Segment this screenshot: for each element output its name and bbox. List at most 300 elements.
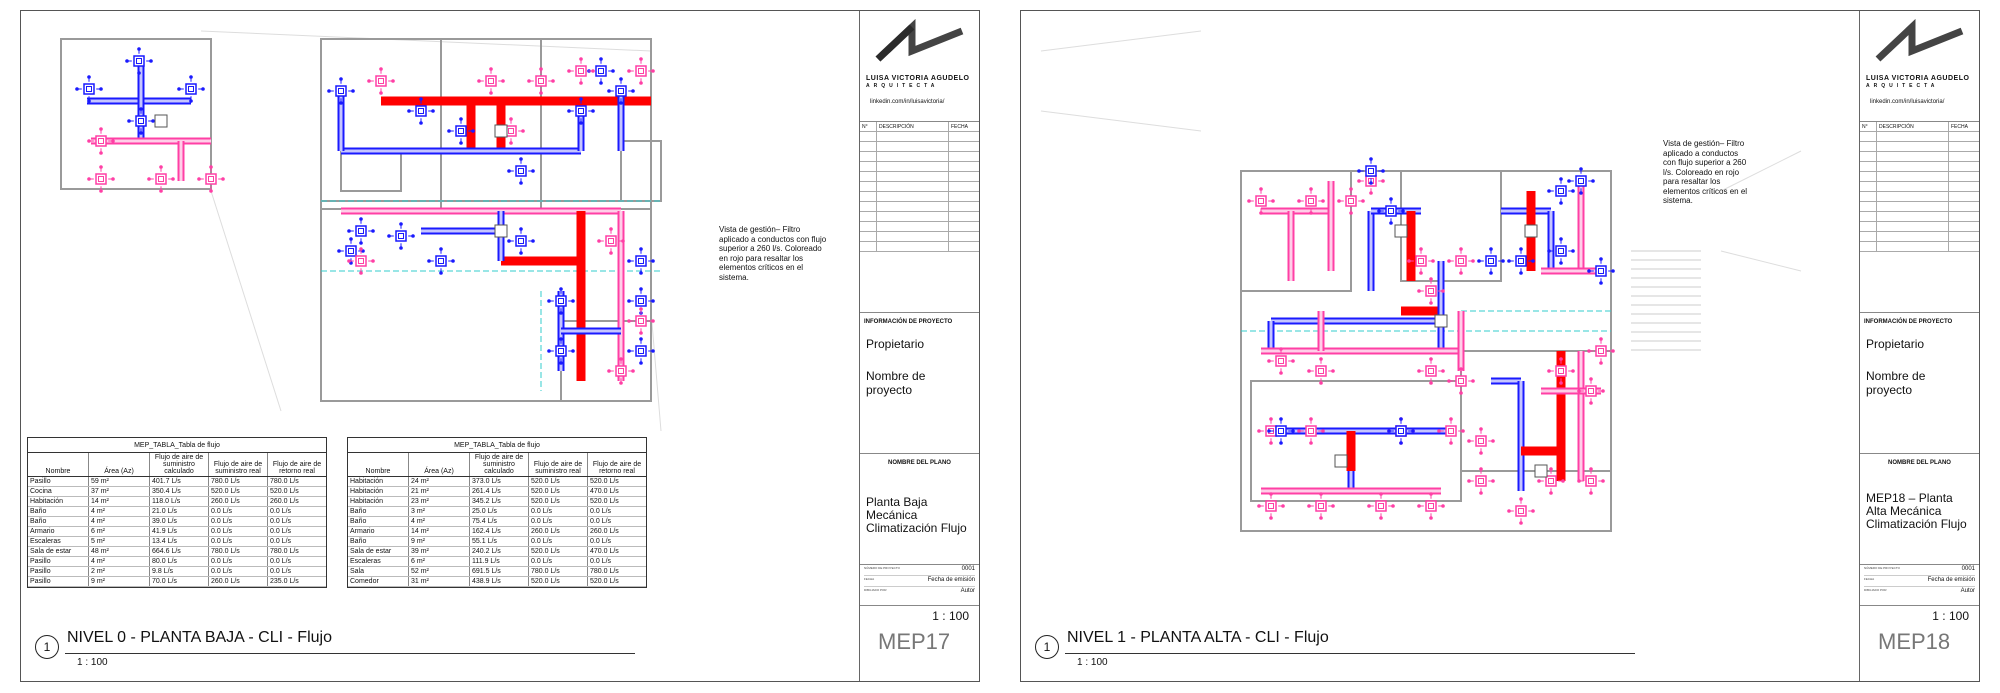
airflow-arrowhead <box>189 75 193 79</box>
table-cell: 0.0 L/s <box>588 517 647 527</box>
title-block <box>1859 11 1979 681</box>
airflow-arrowhead <box>419 121 423 125</box>
airflow-arrowhead <box>1479 427 1483 431</box>
diffuser <box>1556 186 1566 196</box>
table-cell: 520.0 L/s <box>529 547 588 557</box>
airflow-arrowhead <box>1269 492 1273 496</box>
table-cell: 780.0 L/s <box>529 567 588 577</box>
air-handling-unit <box>155 115 167 127</box>
table-cell: 80.0 L/s <box>150 557 209 567</box>
airflow-arrowhead <box>507 169 511 173</box>
table-cell: 520.0 L/s <box>529 497 588 507</box>
airflow-arrowhead <box>1459 391 1463 395</box>
airflow-arrowhead <box>1389 221 1393 225</box>
airflow-arrowhead <box>125 59 129 63</box>
airflow-arrowhead <box>139 131 143 135</box>
airflow-arrowhead <box>427 259 431 263</box>
airflow-arrowhead <box>1309 441 1313 445</box>
airflow-arrowhead <box>1507 509 1511 513</box>
sheet-number-box <box>1860 611 1979 681</box>
col-name: Nombre <box>28 453 89 477</box>
airflow-arrowhead <box>1579 191 1583 195</box>
airflow-arrowhead <box>1559 261 1563 265</box>
issue-date: Fecha de emisión <box>1927 577 1975 583</box>
airflow-arrowhead <box>1611 269 1615 273</box>
airflow-arrowhead <box>1587 349 1591 353</box>
airflow-arrowhead <box>1437 429 1441 433</box>
table-cell: 9.8 L/s <box>150 567 209 577</box>
airflow-arrowhead <box>471 129 475 133</box>
airflow-arrowhead <box>627 259 631 263</box>
airflow-arrowhead <box>149 59 153 63</box>
airflow-arrowhead <box>1349 211 1353 215</box>
airflow-arrowhead <box>1297 429 1301 433</box>
table-cell: 0.0 L/s <box>529 517 588 527</box>
airflow-arrowhead <box>1247 199 1251 203</box>
airflow-arrowhead <box>1479 451 1483 455</box>
airflow-arrowhead <box>1279 347 1283 351</box>
table-row <box>28 527 326 537</box>
table-cell: 3 m² <box>409 507 470 517</box>
airflow-arrowhead <box>619 357 623 361</box>
diffuser <box>136 116 146 126</box>
airflow-arrowhead <box>591 109 595 113</box>
table-row <box>28 577 326 587</box>
table-cell: 780.0 L/s <box>209 477 268 487</box>
table-cell: Escaleras <box>28 537 89 547</box>
airflow-arrowhead <box>87 75 91 79</box>
table-cell: Baño <box>348 517 409 527</box>
diffuser <box>1316 501 1326 511</box>
airflow-arrowhead <box>1531 509 1535 513</box>
airflow-arrowhead <box>339 101 343 105</box>
airflow-arrowhead <box>1589 377 1593 381</box>
plan-title: MEP18 – Planta Alta Mecánica Climatización Flujo <box>1866 491 1967 531</box>
diffuser <box>1426 501 1436 511</box>
table-cell: 401.7 L/s <box>150 477 209 487</box>
table-cell: 0.0 L/s <box>268 537 327 547</box>
table-cell: 260.0 L/s <box>209 497 268 507</box>
diffuser <box>1396 426 1406 436</box>
airflow-arrowhead <box>407 109 411 113</box>
airflow-arrowhead <box>371 259 375 263</box>
diffuser <box>1486 256 1496 266</box>
airflow-arrowhead <box>547 349 551 353</box>
table-cell: 5 m² <box>89 537 150 547</box>
airflow-arrowhead <box>571 349 575 353</box>
diffuser <box>346 246 356 256</box>
airflow-arrowhead <box>1589 401 1593 405</box>
table-cell: 0.0 L/s <box>268 527 327 537</box>
table-cell: 0.0 L/s <box>588 507 647 517</box>
table-row <box>28 547 326 557</box>
airflow-arrowhead <box>1441 289 1445 293</box>
author: Autor <box>1960 588 1975 594</box>
table-cell: 25.0 L/s <box>470 507 529 517</box>
airflow-arrowhead <box>1489 247 1493 251</box>
airflow-arrowhead <box>1537 479 1541 483</box>
airflow-arrowhead <box>501 79 505 83</box>
airflow-arrowhead <box>1571 369 1575 373</box>
rev-col-date: FECHA <box>949 122 980 132</box>
diffuser <box>1476 476 1486 486</box>
airflow-arrowhead <box>639 331 643 335</box>
airflow-arrowhead <box>489 91 493 95</box>
table-cell: 0.0 L/s <box>588 557 647 567</box>
airflow-arrowhead <box>439 247 443 251</box>
table-cell: 520.0 L/s <box>529 577 588 587</box>
airflow-arrowhead <box>1601 389 1605 393</box>
diffuser <box>576 106 586 116</box>
airflow-arrowhead <box>519 157 523 161</box>
table-cell: 0.0 L/s <box>209 527 268 537</box>
airflow-arrowhead <box>459 117 463 121</box>
airflow-arrowhead <box>137 71 141 75</box>
airflow-arrowhead <box>1549 491 1553 495</box>
table-cell: 520.0 L/s <box>529 487 588 497</box>
project-number: 0001 <box>1961 566 1975 572</box>
airflow-arrowhead <box>1259 187 1263 191</box>
airflow-arrowhead <box>621 239 625 243</box>
project-info <box>1860 313 1979 454</box>
airflow-arrowhead <box>627 299 631 303</box>
management-view-note: Vista de gestión– Filtro aplicado a conductos con flujo superior a 260 l/s. Coloreado en rojo para resaltar los elementos críticos en el sistema. <box>719 225 827 282</box>
airflow-arrowhead <box>1599 281 1603 285</box>
airflow-arrowhead <box>651 349 655 353</box>
table-row <box>348 527 646 537</box>
table-cell: 780.0 L/s <box>588 567 647 577</box>
airflow-arrowhead <box>1587 269 1591 273</box>
airflow-arrowhead <box>591 69 595 73</box>
airflow-arrowhead <box>559 337 563 341</box>
airflow-arrowhead <box>1571 249 1575 253</box>
table-cell: 24 m² <box>409 477 470 487</box>
airflow-arrowhead <box>531 239 535 243</box>
airflow-arrowhead <box>597 239 601 243</box>
diffuser <box>636 66 646 76</box>
view-number: 1 <box>35 635 59 659</box>
airflow-arrowhead <box>1321 429 1325 433</box>
airflow-arrowhead <box>519 251 523 255</box>
rev-col-description: DESCRIPCIÓN <box>1877 122 1949 132</box>
sheet-mep18 <box>1020 10 1980 682</box>
airflow-arrowhead <box>75 87 79 91</box>
table-cell: 14 m² <box>89 497 150 507</box>
project-info-header: INFORMACIÓN DE PROYECTO <box>1864 319 1953 325</box>
table-cell: 39 m² <box>409 547 470 557</box>
diffuser <box>1576 176 1586 186</box>
airflow-arrowhead <box>1419 247 1423 251</box>
airflow-arrowhead <box>359 247 363 251</box>
airflow-arrowhead <box>151 119 155 123</box>
linkedin-link[interactable]: linkedin.com/in/luisavictoria/ <box>1870 99 1945 105</box>
airflow-arrowhead <box>137 47 141 51</box>
table-cell: 691.5 L/s <box>470 567 529 577</box>
airflow-arrowhead <box>159 165 163 169</box>
wall <box>341 151 401 191</box>
table-cell: Baño <box>28 517 89 527</box>
diffuser <box>636 296 646 306</box>
airflow-arrowhead <box>1387 429 1391 433</box>
airflow-arrowhead <box>607 89 611 93</box>
airflow-arrowhead <box>1407 259 1411 263</box>
airflow-arrowhead <box>1357 169 1361 173</box>
table-cell: 6 m² <box>409 557 470 567</box>
airflow-arrowhead <box>559 287 563 291</box>
airflow-arrowhead <box>559 311 563 315</box>
diffuser <box>616 86 626 96</box>
table-cell: 21.0 L/s <box>150 507 209 517</box>
diffuser <box>1376 501 1386 511</box>
airflow-arrowhead <box>1419 271 1423 275</box>
col-name: Nombre <box>348 453 409 477</box>
table-cell: Sala <box>348 567 409 577</box>
airflow-arrowhead <box>1447 379 1451 383</box>
airflow-arrowhead <box>531 169 535 173</box>
table-cell: Sala de estar <box>348 547 409 557</box>
airflow-arrowhead <box>1369 181 1373 185</box>
airflow-arrowhead <box>1381 179 1385 183</box>
airflow-arrowhead <box>327 89 331 93</box>
airflow-arrowhead <box>1431 259 1435 263</box>
airflow-arrowhead <box>609 227 613 231</box>
airflow-arrowhead <box>1279 371 1283 375</box>
airflow-arrowhead <box>1417 289 1421 293</box>
floor-plan-level-1 <box>1021 11 1861 682</box>
table-row <box>28 517 326 527</box>
table-cell: Baño <box>348 537 409 547</box>
table-cell: Baño <box>348 507 409 517</box>
view-title: NIVEL 1 - PLANTA ALTA - CLI - Flujo <box>1067 629 1329 646</box>
airflow-arrowhead <box>1257 429 1261 433</box>
plan-name-header: NOMBRE DEL PLANO <box>888 460 951 466</box>
airflow-arrowhead <box>339 77 343 81</box>
airflow-arrowhead <box>1429 381 1433 385</box>
diffuser <box>516 166 526 176</box>
table-row <box>348 557 646 567</box>
airflow-arrowhead <box>439 271 443 275</box>
airflow-arrowhead <box>1309 211 1313 215</box>
project-number: 0001 <box>961 566 975 572</box>
table-cell: 41.9 L/s <box>150 527 209 537</box>
table-cell: 6 m² <box>89 527 150 537</box>
airflow-arrowhead <box>1269 417 1273 421</box>
table-cell: 260.0 L/s <box>588 527 647 537</box>
airflow-arrowhead <box>447 129 451 133</box>
diffuser <box>436 256 446 266</box>
table-cell: 0.0 L/s <box>209 537 268 547</box>
col-area: Área (Az) <box>89 453 150 477</box>
airflow-arrowhead <box>1281 504 1285 508</box>
airflow-arrowhead <box>631 369 635 373</box>
col-return-real: Flujo de aire de retorno real <box>268 453 327 477</box>
airflow-arrowhead <box>1547 369 1551 373</box>
table-cell: Habitación <box>348 487 409 497</box>
airflow-arrowhead <box>509 141 513 145</box>
airflow-arrowhead <box>1319 381 1323 385</box>
diffuser <box>206 174 216 184</box>
airflow-arrowhead <box>1571 189 1575 193</box>
diffuser <box>636 316 646 326</box>
airflow-arrowhead <box>1459 367 1463 371</box>
airflow-arrowhead <box>197 177 201 181</box>
diffuser <box>186 84 196 94</box>
table-cell: 4 m² <box>89 507 150 517</box>
table-cell: Pasillo <box>28 477 89 487</box>
airflow-arrowhead <box>359 271 363 275</box>
col-supply-calc: Flujo de aire de suministro calculado <box>150 453 209 477</box>
table-cell: Pasillo <box>28 567 89 577</box>
airflow-arrowhead <box>1479 467 1483 471</box>
table-cell: 9 m² <box>409 537 470 547</box>
table-cell: Pasillo <box>28 577 89 587</box>
diffuser <box>636 346 646 356</box>
flow-table-body <box>348 477 646 587</box>
airflow-arrowhead <box>639 337 643 341</box>
view-title-block <box>35 629 655 673</box>
airflow-arrowhead <box>99 151 103 155</box>
table-cell: Armario <box>348 527 409 537</box>
airflow-arrowhead <box>1531 259 1535 263</box>
airflow-arrowhead <box>567 69 571 73</box>
diffuser <box>1426 286 1436 296</box>
airflow-arrowhead <box>1577 479 1581 483</box>
airflow-arrowhead <box>639 307 643 311</box>
project-name-label: Nombre de proyecto <box>1866 369 1926 397</box>
table-cell: 520.0 L/s <box>529 477 588 487</box>
airflow-arrowhead <box>1319 492 1323 496</box>
table-row <box>348 477 646 487</box>
diffuser <box>1276 356 1286 366</box>
airflow-arrowhead <box>1319 516 1323 520</box>
diffuser <box>134 56 144 66</box>
rev-col-number: N° <box>860 122 877 132</box>
table-cell: 0.0 L/s <box>268 517 327 527</box>
table-cell: 111.9 L/s <box>470 557 529 567</box>
airflow-arrowhead <box>1279 417 1283 421</box>
airflow-arrowhead <box>1309 417 1313 421</box>
airflow-arrowhead <box>1309 187 1313 191</box>
airflow-arrowhead <box>1319 357 1323 361</box>
diffuser <box>1476 436 1486 446</box>
airflow-arrowhead <box>1429 492 1433 496</box>
table-cell: Pasillo <box>28 557 89 567</box>
management-view-note: Vista de gestión– Filtro aplicado a conductos con flujo superior a 260 l/s. Coloreado en rojo para resaltar los elementos críticos en el sistema. <box>1663 139 1748 205</box>
wall <box>541 39 651 209</box>
diffuser <box>1316 366 1326 376</box>
airflow-arrowhead <box>1559 357 1563 361</box>
airflow-arrowhead <box>627 319 631 323</box>
airflow-arrowhead <box>111 139 115 143</box>
linkedin-link[interactable]: linkedin.com/in/luisavictoria/ <box>870 99 945 105</box>
sheet-scale: 1 : 100 <box>1932 609 1969 623</box>
flow-table-title: MEP_TABLA_Tabla de flujo <box>28 438 326 453</box>
airflow-arrowhead <box>387 234 391 238</box>
airflow-arrowhead <box>1449 417 1453 421</box>
table-cell: 780.0 L/s <box>268 477 327 487</box>
table-row <box>348 517 646 527</box>
diffuser <box>636 256 646 266</box>
diffuser <box>96 174 106 184</box>
diffuser <box>596 66 606 76</box>
airflow-arrowhead <box>411 234 415 238</box>
diffuser <box>1516 506 1526 516</box>
airflow-arrowhead <box>1549 467 1553 471</box>
airflow-arrowhead <box>87 177 91 181</box>
airflow-arrowhead <box>1591 179 1595 183</box>
table-cell: 664.6 L/s <box>150 547 209 557</box>
airflow-arrowhead <box>1599 337 1603 341</box>
view-title-underline <box>1065 653 1635 654</box>
diffuser <box>1306 196 1316 206</box>
table-cell: 37 m² <box>89 487 150 497</box>
table-cell: 470.0 L/s <box>588 487 647 497</box>
table-cell: 52 m² <box>409 567 470 577</box>
airflow-arrowhead <box>631 89 635 93</box>
diffuser <box>486 76 496 86</box>
airflow-arrowhead <box>171 177 175 181</box>
airflow-arrowhead <box>367 79 371 83</box>
airflow-arrowhead <box>1559 201 1563 205</box>
airflow-arrowhead <box>347 229 351 233</box>
airflow-arrowhead <box>347 259 351 263</box>
sheet-number-box <box>860 611 979 681</box>
table-cell: 520.0 L/s <box>588 497 647 507</box>
airflow-arrowhead <box>1349 187 1353 191</box>
airflow-arrowhead <box>1369 191 1373 195</box>
table-cell: 39.0 L/s <box>150 517 209 527</box>
airflow-arrowhead <box>619 77 623 81</box>
airflow-arrowhead <box>571 299 575 303</box>
table-row <box>28 567 326 577</box>
table-row <box>28 557 326 567</box>
airflow-arrowhead <box>1361 199 1365 203</box>
table-cell: 520.0 L/s <box>588 577 647 587</box>
view-scale: 1 : 100 <box>1077 657 1108 668</box>
table-row <box>348 537 646 547</box>
airflow-arrowhead <box>99 165 103 169</box>
airflow-arrowhead <box>1279 441 1283 445</box>
airflow-arrowhead <box>567 109 571 113</box>
airflow-arrowhead <box>349 237 353 241</box>
airflow-arrowhead <box>519 181 523 185</box>
diffuser <box>536 76 546 86</box>
table-cell: 520.0 L/s <box>588 477 647 487</box>
sheet-mep17 <box>20 10 980 682</box>
airflow-arrowhead <box>1519 247 1523 251</box>
airflow-arrowhead <box>189 99 193 103</box>
airflow-arrowhead <box>1417 504 1421 508</box>
table-row <box>348 487 646 497</box>
col-supply-real: Flujo de aire de suministro real <box>529 453 588 477</box>
view-title-block <box>1035 629 1655 673</box>
flow-table-body <box>28 477 326 587</box>
airflow-arrowhead <box>1391 504 1395 508</box>
diffuser <box>456 126 466 136</box>
flow-table-title: MEP_TABLA_Tabla de flujo <box>348 438 646 453</box>
col-return-real: Flujo de aire de retorno real <box>588 453 647 477</box>
table-cell: 350.4 L/s <box>150 487 209 497</box>
diffuser <box>1276 426 1286 436</box>
col-supply-real: Flujo de aire de suministro real <box>209 453 268 477</box>
airflow-arrowhead <box>399 246 403 250</box>
table-cell: 0.0 L/s <box>268 557 327 567</box>
sheet-meta: NÚMERO DE PROYECTO 0001 FECHA Fecha de emisión DIBUJADO POR Autor <box>1860 565 1979 606</box>
airflow-arrowhead <box>609 251 613 255</box>
airflow-arrowhead <box>99 87 103 91</box>
airflow-arrowhead <box>519 227 523 231</box>
table-row <box>28 537 326 547</box>
